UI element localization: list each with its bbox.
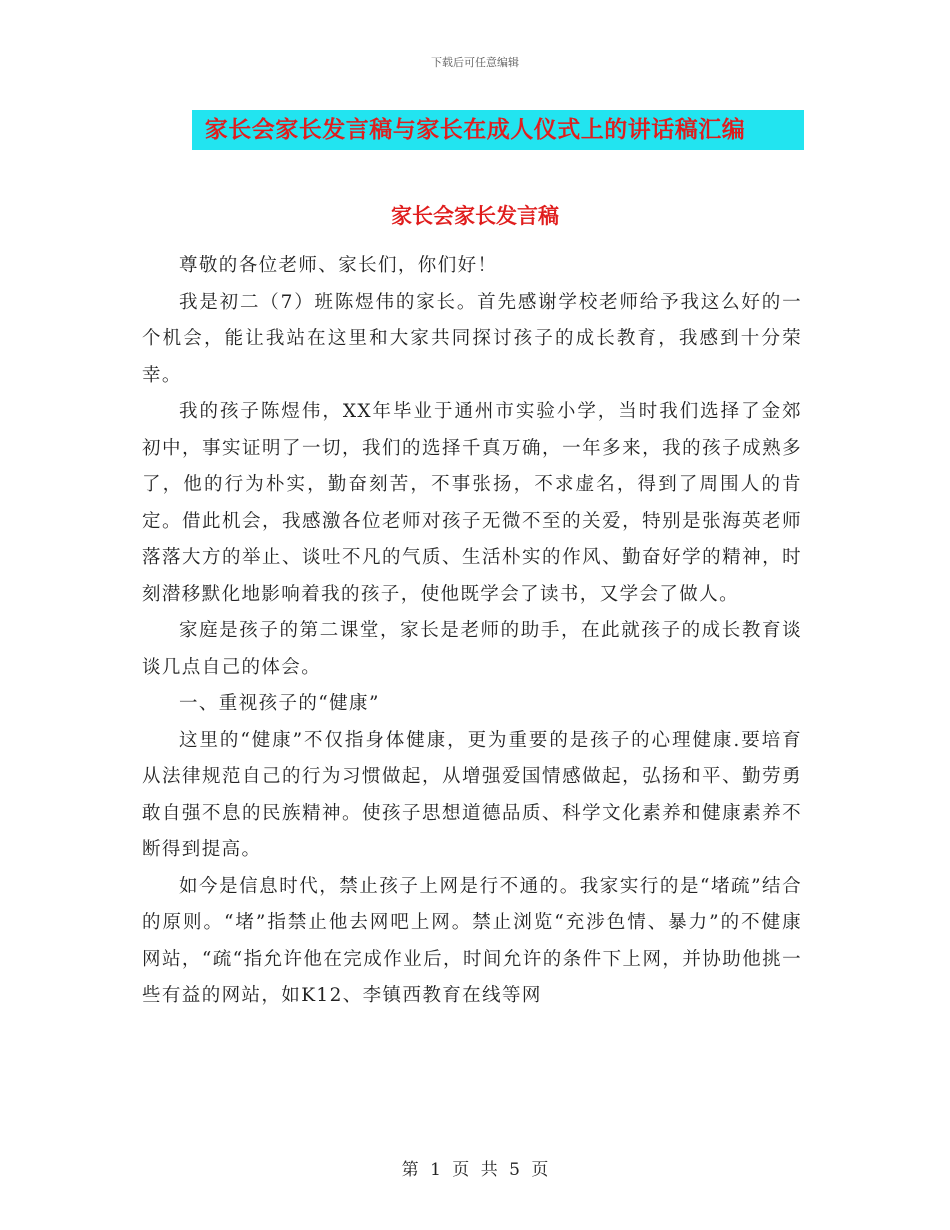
paragraph-family: 家庭是孩子的第二课堂，家长是老师的助手，在此就孩子的成长教育谈谈几点自己的体会。	[142, 620, 802, 678]
paragraph-health: 这里的“健康”不仅指身体健康，更为重要的是孩子的心理健康.要培育从法律规范自己的行为习惯做起，从增强爱国情感做起，弘扬和平、勤劳勇敢自强不息的民族精神。使孩子思想道德品质、科学文化素养和健康素养不断得到提高。	[142, 729, 802, 860]
paragraph-internet: 如今是信息时代，禁止孩子上网是行不通的。我家实行的是“堵疏”结合的原则。“堵”指禁止他去网吧上网。禁止浏览“充涉色情、暴力”的不健康网站，“疏“指允许他在完成作业后，时间允许的条件下上网，并协助他挑一些有益的网站，如K12、李镇西教育在线等网	[142, 875, 802, 1006]
document-title: 家长会家长发言稿与家长在成人仪式上的讲话稿汇编	[204, 117, 746, 143]
paragraph-heading-health: 一、重视孩子的“健康”	[179, 693, 380, 714]
download-editable-note: 下载后可任意编辑	[431, 56, 519, 69]
document-body	[142, 248, 802, 1015]
paragraph-greeting: 尊敬的各位老师、家长们，你们好！	[179, 255, 498, 276]
page-number: 第 1 页 共 5 页	[401, 1160, 549, 1180]
paragraph-child: 我的孩子陈煜伟，XX年毕业于通州市实验小学，当时我们选择了金郊初中，事实证明了一切，我们的选择千真万确，一年多来，我的孩子成熟多了，他的行为朴实，勤奋刻苦，不事张扬，不求虚名，得到了周围人的肯定。借此机会，我感激各位老师对孩子无微不至的关爱，特别是张海英老师落落大方的举止、谈吐不凡的气质、生活朴实的作风、勤奋好学的精神，时刻潜移默化地影响着我的孩子，使他既学会了读书，又学会了做人。	[142, 401, 802, 605]
section-title: 家长会家长发言稿	[391, 204, 559, 228]
paragraph-intro: 我是初二（7）班陈煜伟的家长。首先感谢学校老师给予我这么好的一个机会，能让我站在这里和大家共同探讨孩子的成长教育，我感到十分荣幸。	[142, 291, 802, 386]
